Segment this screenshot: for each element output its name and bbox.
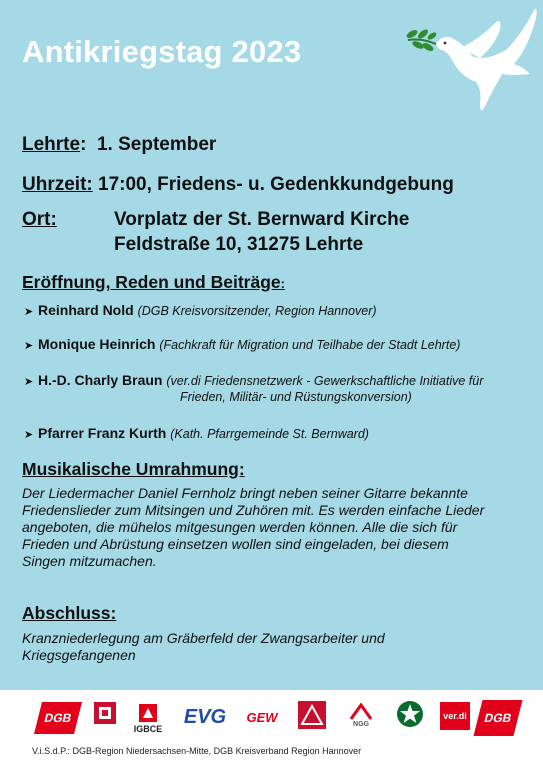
speaker-item: ➤ Monique Heinrich (Fachkraft für Migration und Teilhabe der Stadt Lehrte): [24, 336, 461, 352]
union-badge-icon: [90, 698, 120, 730]
time-label: Uhrzeit:: [22, 174, 93, 195]
bullet-arrow-icon: ➤: [24, 429, 34, 441]
ngg-logo: NGG: [346, 700, 376, 730]
bullet-arrow-icon: ➤: [24, 306, 34, 318]
evg-logo: EVG: [183, 705, 227, 728]
speakers-heading: Eröffnung, Reden und Beiträge:: [22, 272, 285, 292]
time-value: 17:00, Friedens- u. Gedenkkundgebung: [98, 174, 454, 195]
igbce-logo: IGBCE: [132, 698, 164, 738]
music-heading: Musikalische Umrahmung:: [22, 459, 245, 479]
dgb-logo: DGB: [34, 702, 82, 734]
time-row: [22, 174, 454, 196]
speaker-item: ➤ H.-D. Charly Braun (ver.di Friedensnetzwerk - Gewerkschaftliche Initiative für: [24, 372, 484, 388]
location-line1: Vorplatz der St. Bernward Kirche: [114, 209, 410, 230]
page-title: Antikriegstag 2023: [22, 34, 302, 69]
location-row: [22, 209, 57, 231]
speaker-item: ➤ Pfarrer Franz Kurth (Kath. Pfarrgemeinde St. Bernward): [24, 425, 369, 441]
union-logos: [0, 696, 543, 744]
peace-dove-icon: [402, 4, 542, 114]
speaker-item: ➤ Reinhard Nold (DGB Kreisvorsitzender, Region Hannover): [24, 302, 377, 318]
date-value: 1. September: [96, 134, 217, 155]
dgb-logo-right: DGB: [474, 700, 523, 736]
bullet-arrow-icon: ➤: [24, 376, 34, 388]
speaker-desc-continued: Frieden, Militär- und Rüstungskonversion): [180, 390, 412, 404]
imprint-footer: V.i.S.d.P.: DGB-Region Niedersachsen-Mitte, DGB Kreisverband Region Hannover: [32, 746, 362, 756]
location-line2: Feldstraße 10, 31275 Lehrte: [114, 234, 364, 255]
police-union-star-icon: [396, 700, 424, 728]
place-label: Lehrte: [22, 134, 81, 155]
location-label: Ort:: [22, 209, 57, 230]
music-text: Der Liedermacher Daniel Fernholz bringt neben seiner Gitarre bekannte Friedenslieder zum Mitsingen und Zuhören mit. Es werden einfache Lieder angeboten, die mühelos mitgesungen werden können. Alle die sich für Frieden und Abrüstung einsetzen wollen sind eingeladen, bei diesem Singen mitzumachen.: [22, 485, 485, 569]
bullet-arrow-icon: ➤: [24, 340, 34, 352]
closing-text: Kranzniederlegung am Gräberfeld der Zwangsarbeiter und Kriegsgefangenen: [22, 630, 385, 663]
closing-heading: Abschluss:: [22, 603, 117, 623]
igmetall-logo-icon: [297, 700, 327, 730]
date-row: Lehrte: 1. September: [22, 134, 217, 155]
gew-logo: GEW: [246, 709, 278, 725]
verdi-logo: ver.di: [440, 702, 470, 730]
